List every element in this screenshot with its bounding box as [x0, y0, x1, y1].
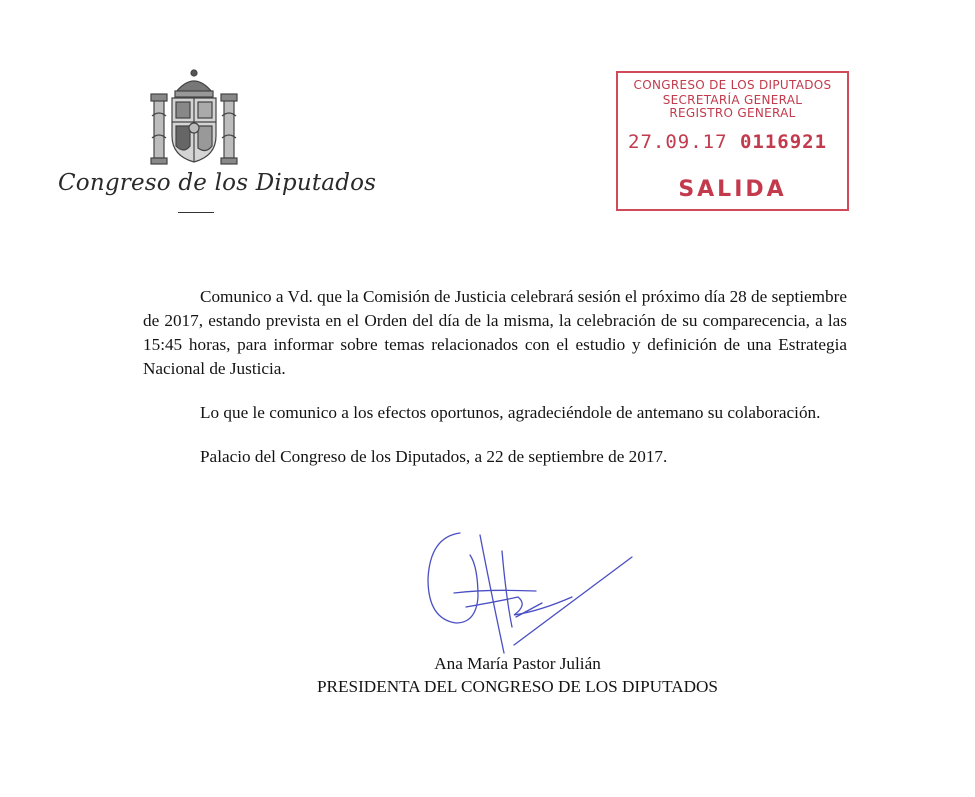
stamp-number: 0116921: [739, 131, 828, 153]
signer-name: Ana María Pastor Julián: [434, 654, 601, 673]
signer-title: PRESIDENTA DEL CONGRESO DE LOS DIPUTADOS: [316, 677, 718, 696]
stamp-date: 27.09.17: [628, 131, 728, 153]
stamp-kind: SALIDA: [678, 177, 787, 202]
place-date: Palacio del Congreso de los Diputados, a 22 de septiembre de 2017.: [200, 447, 668, 466]
stamp-department: SECRETARÍA GENERAL: [662, 93, 803, 107]
handwritten-signature: [418, 527, 638, 659]
letter-body: [143, 285, 847, 469]
letter-paragraph: Lo que le comunico a los efectos oportunos, agradeciéndole de antemano su colaboración.: [200, 403, 821, 422]
stamp-date-number: [628, 131, 827, 153]
chamber-name: Congreso de los Diputados: [58, 170, 377, 196]
registry-stamp: [616, 71, 849, 211]
stamp-institution: CONGRESO DE LOS DIPUTADOS: [633, 78, 832, 92]
coat-of-arms-icon: [148, 66, 240, 170]
letterhead-divider: [178, 212, 214, 213]
letter-paragraph: Comunico a Vd. que la Comisión de Justicia celebrará sesión el próximo día 28 de septiembre de 2017, estando prevista en el Orden del día de la misma, la celebración de su comparecencia, a las 15:45 horas, para informar sobre temas relacionados con el estudio y definición de una Estrategia Nacional de Justicia.: [143, 287, 847, 378]
stamp-registry: REGISTRO GENERAL: [669, 106, 796, 120]
